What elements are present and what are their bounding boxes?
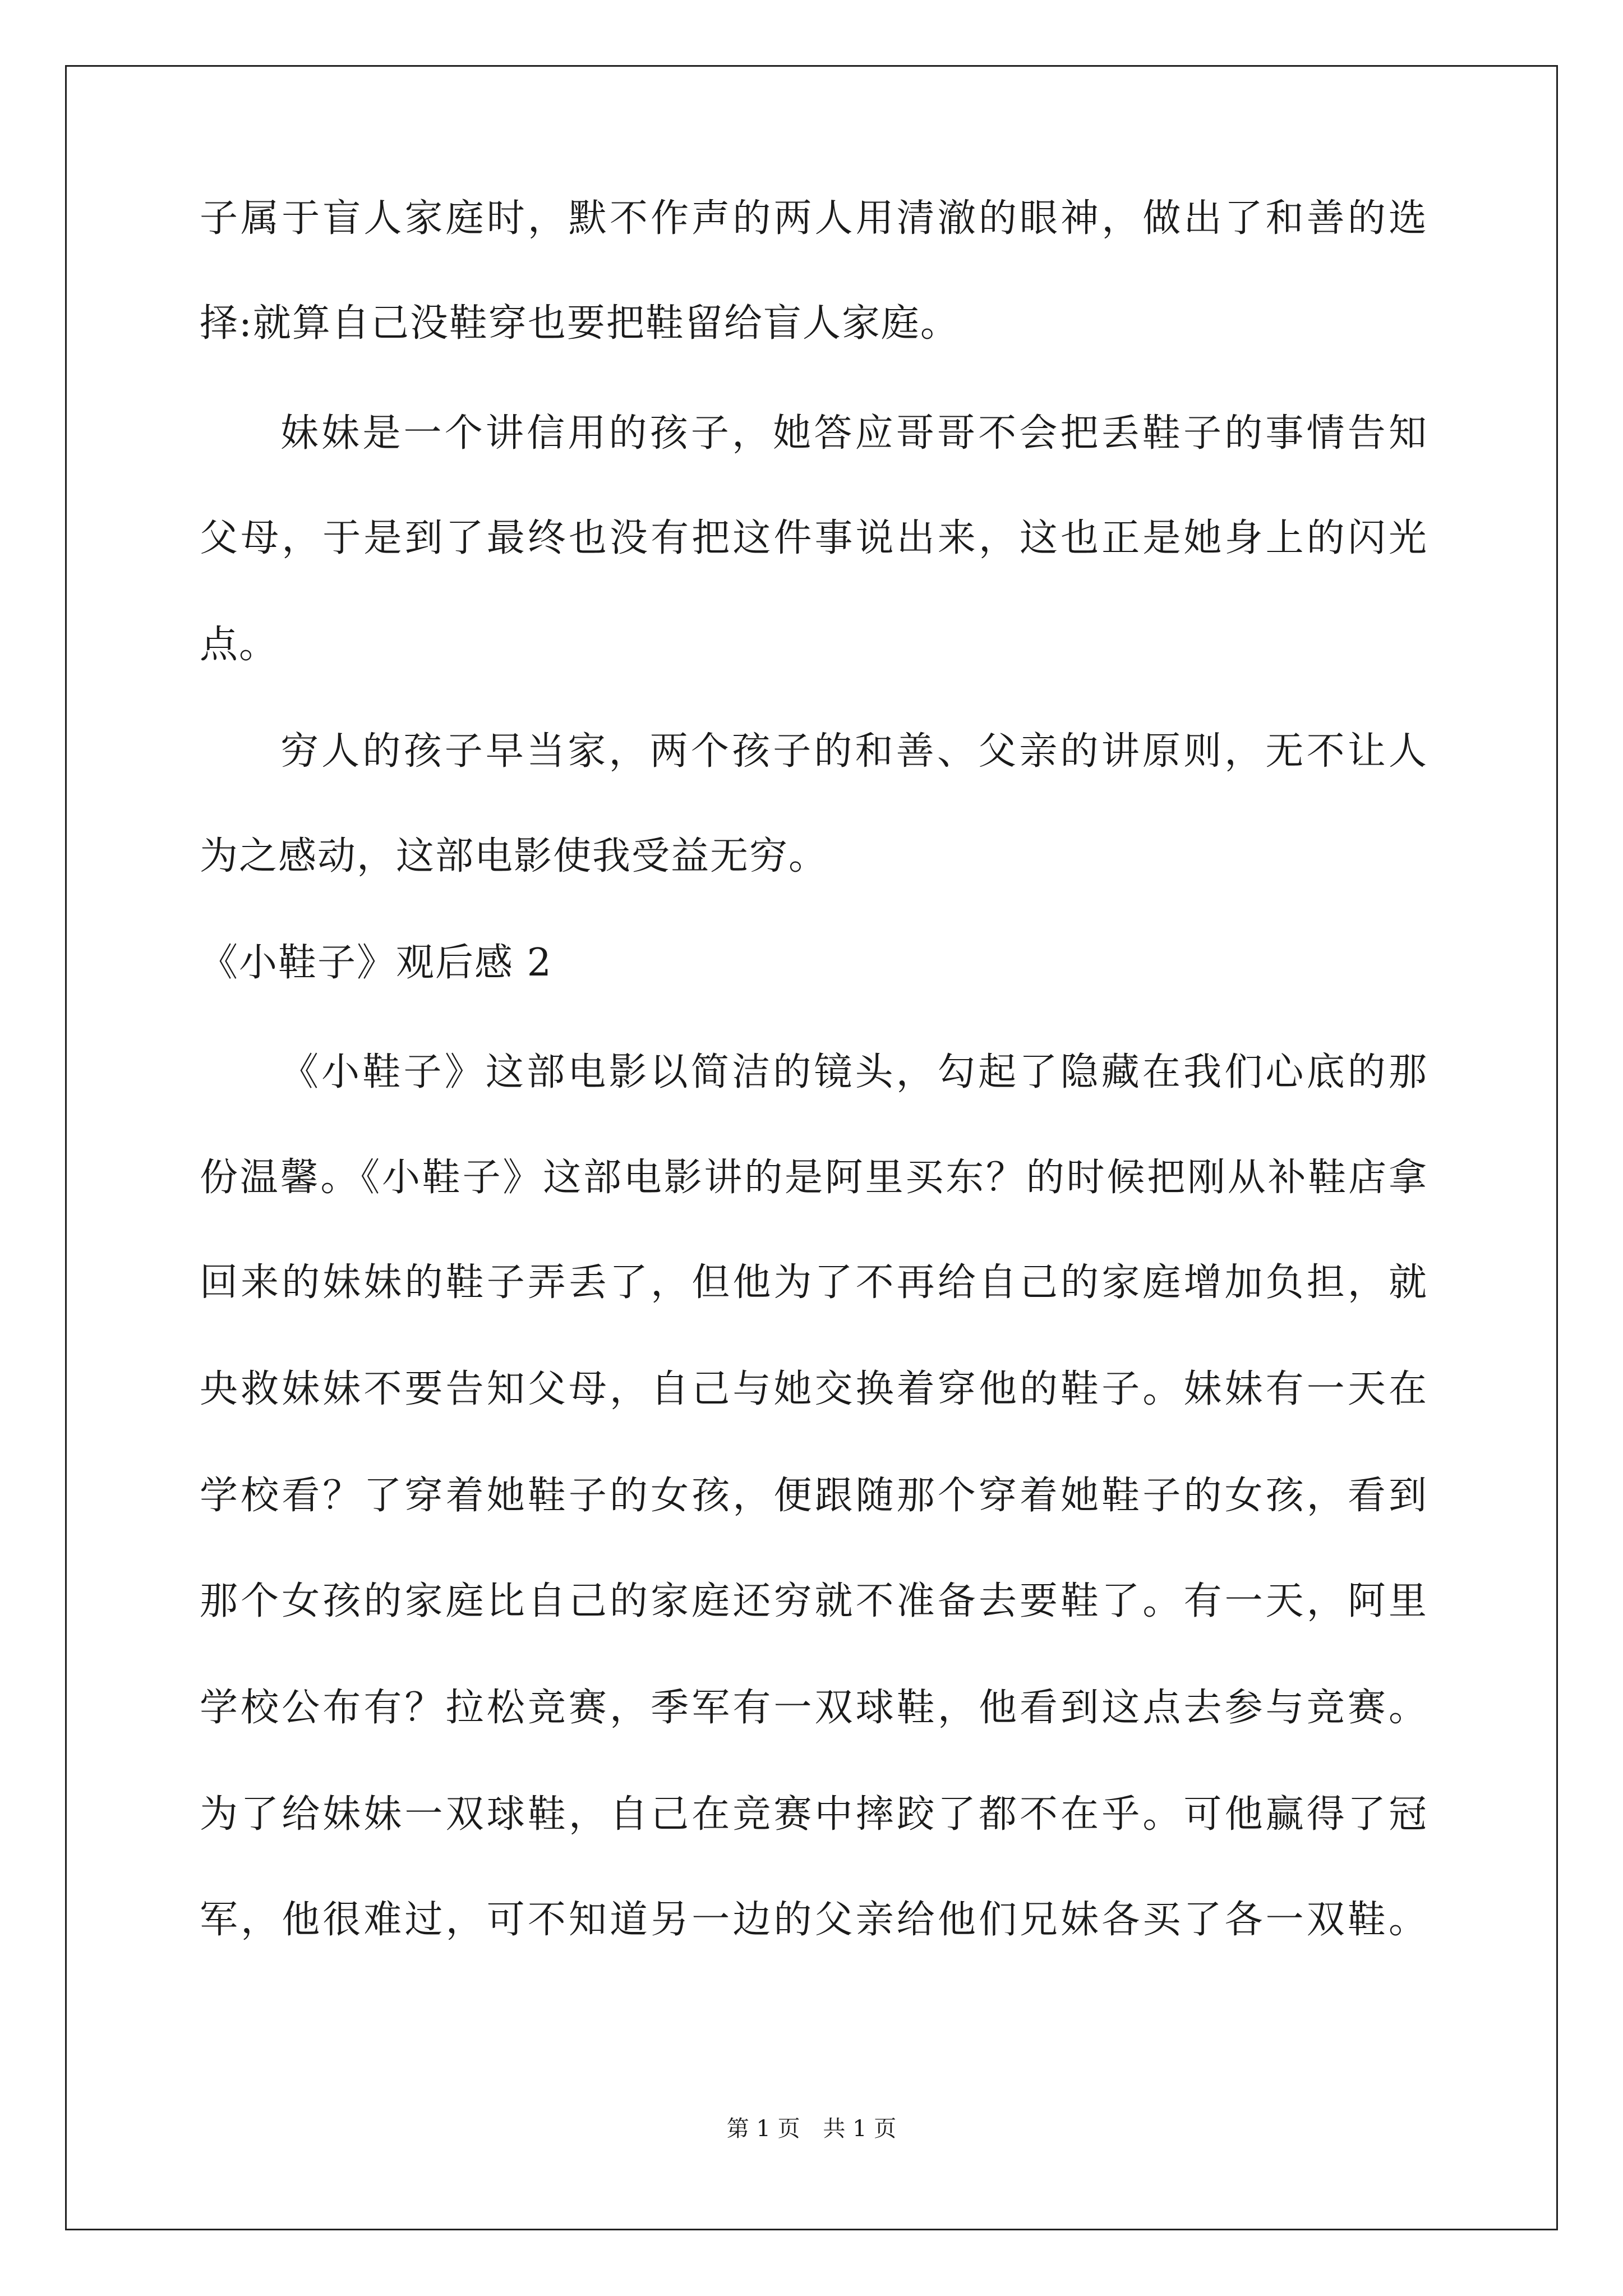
body-text-line: 父母，于是到了最终也没有把这件事说出来，这也正是她身上的闪光 bbox=[200, 516, 1428, 560]
body-text-line: 《小鞋子》这部电影以简洁的镜头，勾起了隐藏在我们心底的那 bbox=[280, 1050, 1428, 1094]
body-text-line: 学校看？了穿着她鞋子的女孩，便跟随那个穿着她鞋子的女孩，看到 bbox=[200, 1474, 1428, 1518]
body-text-line: 为了给妹妹一双球鞋，自己在竞赛中摔跤了都不在乎。可他赢得了冠 bbox=[200, 1792, 1428, 1837]
body-text-line: 央救妹妹不要告知父母，自己与她交换着穿他的鞋子。妹妹有一天在 bbox=[200, 1367, 1428, 1411]
body-text-line: 那个女孩的家庭比自己的家庭还穷就不准备去要鞋了。有一天，阿里 bbox=[200, 1579, 1428, 1623]
body-text-line: 点。 bbox=[200, 623, 279, 667]
body-text-line: 军，他很难过，可不知道另一边的父亲给他们兄妹各买了各一双鞋。 bbox=[200, 1898, 1428, 1942]
body-text-line: 穷人的孩子早当家，两个孩子的和善、父亲的讲原则，无不让人 bbox=[280, 729, 1428, 774]
page-number-current: 第 1 页 bbox=[726, 2116, 800, 2142]
body-text-line: 学校公布有？拉松竞赛，季军有一双球鞋，他看到这点去参与竞赛。 bbox=[200, 1686, 1428, 1730]
section-heading: 《小鞋子》观后感 2 bbox=[200, 941, 552, 985]
body-text-line: 子属于盲人家庭时，默不作声的两人用清澈的眼神，做出了和善的选 bbox=[200, 196, 1428, 241]
body-text-line: 择:就算自己没鞋穿也要把鞋留给盲人家庭。 bbox=[200, 301, 960, 346]
body-text-line: 妹妹是一个讲信用的孩子，她答应哥哥不会把丢鞋子的事情告知 bbox=[280, 411, 1428, 455]
page-footer bbox=[0, 2115, 1623, 2143]
body-text-line: 份温馨。《小鞋子》这部电影讲的是阿里买东？的时候把刚从补鞋店拿 bbox=[200, 1156, 1428, 1200]
page-number-total: 共 1 页 bbox=[823, 2116, 897, 2142]
body-text-line: 回来的妹妹的鞋子弄丢了，但他为了不再给自己的家庭增加负担，就 bbox=[200, 1260, 1428, 1305]
body-text-line: 为之感动，这部电影使我受益无穷。 bbox=[200, 834, 828, 878]
